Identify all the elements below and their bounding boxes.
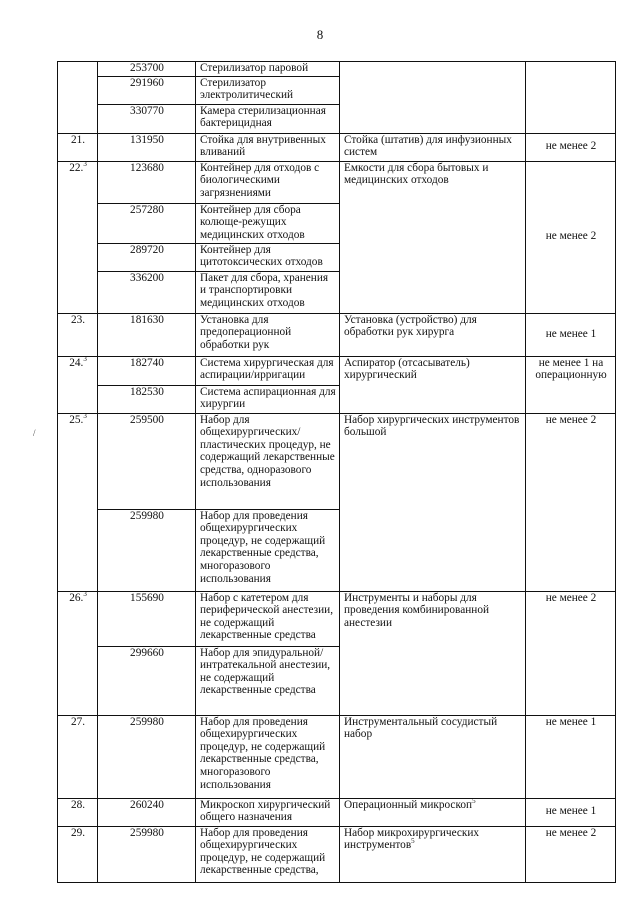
cell-name: Набор для проведения общехирургических процедур, не содержащий лекарственные средства, многоразового использования <box>196 715 340 798</box>
scan-mark: / <box>33 428 36 438</box>
cell-code: 299660 <box>98 646 196 715</box>
cell-code: 257280 <box>98 203 196 243</box>
cell-code: 291960 <box>98 76 196 104</box>
cell-num: 28. <box>58 798 98 826</box>
cell-code: 182530 <box>98 385 196 413</box>
cell-name: Стерилизатор электролитический <box>196 76 340 104</box>
table-row <box>58 413 616 509</box>
cell-equip: Емкости для сбора бытовых и медицинских отходов <box>340 161 526 313</box>
table-row <box>58 715 616 798</box>
equipment-table <box>57 61 616 883</box>
cell-name: Контейнер для отходов с биологическими загрязнениями <box>196 161 340 203</box>
cell-code: 259980 <box>98 509 196 591</box>
cell-qty: не менее 1 <box>526 313 616 356</box>
cell-qty: не менее 1 <box>526 798 616 826</box>
page-number: 8 <box>316 27 324 42</box>
cell-code: 336200 <box>98 271 196 313</box>
cell-code: 259980 <box>98 715 196 798</box>
cell-qty: не менее 1 на операционную <box>526 356 616 413</box>
cell-code: 181630 <box>98 313 196 356</box>
table-row <box>58 133 616 161</box>
cell-code: 259500 <box>98 413 196 509</box>
cell-equip: Набор хирургических инструментов большой <box>340 413 526 591</box>
cell-num: 27. <box>58 715 98 798</box>
table-row <box>58 62 616 77</box>
cell-name: Набор для проведения общехирургических процедур, не содержащий лекарственные средства, многоразового использования <box>196 509 340 591</box>
cell-name: Пакет для сбора, хранения и транспортировки медицинских отходов <box>196 271 340 313</box>
cell-equip: Набор микрохирургических инструментов$^5$ <box>340 826 526 882</box>
cell-qty: не менее 1 <box>526 715 616 798</box>
cell-code: 155690 <box>98 591 196 646</box>
cell-num: 21. <box>58 133 98 161</box>
cell-equip: Установка (устройство) для обработки рук хирурга <box>340 313 526 356</box>
cell-name: Стойка для внутривенных вливаний <box>196 133 340 161</box>
table-row <box>58 591 616 646</box>
cell-code: 260240 <box>98 798 196 826</box>
table-row <box>58 161 616 203</box>
cell-name: Микроскоп хирургический общего назначения <box>196 798 340 826</box>
table-row <box>58 313 616 356</box>
cell-qty: не менее 2 <box>526 591 616 715</box>
cell-equip: Аспиратор (отсасыватель) хирургический <box>340 356 526 413</box>
cell-qty <box>526 62 616 134</box>
cell-code: 253700 <box>98 62 196 77</box>
cell-equip: Стойка (штатив) для инфузионных систем <box>340 133 526 161</box>
cell-name: Стерилизатор паровой <box>196 62 340 77</box>
cell-name: Набор для общехирургических/пластических процедур, не содержащий лекарственные средства, одноразового использования <box>196 413 340 509</box>
cell-code: 182740 <box>98 356 196 385</box>
cell-name: Система хирургическая для аспирации/ирригации <box>196 356 340 385</box>
cell-name: Набор для проведения общехирургических процедур, не содержащий лекарственные средства, <box>196 826 340 882</box>
cell-code: 259980 <box>98 826 196 882</box>
table-row <box>58 356 616 385</box>
cell-name: Набор для эпидуральной/интратекальной анестезии, не содержащий лекарственные средства <box>196 646 340 715</box>
cell-name: Контейнер для цитотоксических отходов <box>196 243 340 271</box>
cell-code: 289720 <box>98 243 196 271</box>
cell-name: Система аспирационная для хирургии <box>196 385 340 413</box>
cell-num: 29. <box>58 826 98 882</box>
cell-equip <box>340 62 526 134</box>
table-row <box>58 826 616 882</box>
cell-code: 123680 <box>98 161 196 203</box>
cell-num: 25.$^3$ <box>58 413 98 591</box>
cell-qty: не менее 2 <box>526 413 616 591</box>
cell-num: 23. <box>58 313 98 356</box>
cell-name: Контейнер для сбора колюще-режущих медицинских отходов <box>196 203 340 243</box>
cell-code: 330770 <box>98 104 196 133</box>
cell-name: Камера стерилизационная бактерицидная <box>196 104 340 133</box>
cell-name: Набор с катетером для периферической анестезии, не содержащий лекарственные средства <box>196 591 340 646</box>
cell-num: 22.$^3$ <box>58 161 98 313</box>
cell-num: 26.$^3$ <box>58 591 98 715</box>
cell-equip: Операционный микроскоп$^5$ <box>340 798 526 826</box>
cell-qty: не менее 2 <box>526 161 616 313</box>
cell-num <box>58 62 98 134</box>
cell-equip: Инструменты и наборы для проведения комбинированной анестезии <box>340 591 526 715</box>
cell-qty: не менее 2 <box>526 133 616 161</box>
cell-name: Установка для предоперационной обработки рук <box>196 313 340 356</box>
cell-num: 24.$^3$ <box>58 356 98 413</box>
cell-equip: Инструментальный сосудистый набор <box>340 715 526 798</box>
table-row <box>58 798 616 826</box>
cell-code: 131950 <box>98 133 196 161</box>
cell-qty: не менее 2 <box>526 826 616 882</box>
